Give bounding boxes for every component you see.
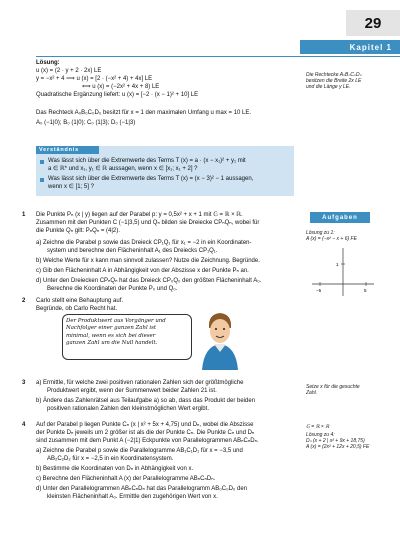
task-text: a) Ermittle, für welche zwei positiven rationalen Zahlen sich der größtmögliche [36,380,244,386]
aufgaben-label: Aufgaben [310,212,370,223]
graph-tick-label: 5 [364,288,367,293]
task-text: Carlo stellt eine Behauptung auf. [36,298,124,304]
task-text: b) Welche Werte für x kann man sinnvoll zulassen? Nutze die Zeichnung. Begründe. [36,258,260,264]
task-text: c) Berechne den Flächeninhalt A (x) der Parallelogramme ABₙCₙDₙ. [36,476,216,482]
task-text: c) Gib den Flächeninhalt A in Abhängigkeit von der Abszisse x der Punkte Pₙ an. [36,268,249,274]
task-number: 4 [22,422,26,428]
task-number: 3 [22,380,26,386]
side-note: A (x) = (−x² − x + 6) FE [306,236,357,242]
task-text: b) Ändere das Zahlenrätsel aus Teilaufgabe a) so ab, dass das Produkt der beiden [36,398,256,404]
task-text: d) Unter den Dreiecken CPₙQₙ hat das Dreieck CP₀Q₀ den größten Flächeninhalt A₀. [36,278,262,284]
bullet-square-icon [40,160,44,164]
graph-tick-label: −5 [316,288,322,293]
task-text: Auf der Parabel p liegen Punkte Cₙ (x | x² + 5x + 4,75) und Dₙ, wobei die Abszisse [36,422,254,428]
task-text: Zusammen mit den Punkten C (−1|3,5) und Qₙ bilden sie Dreiecke CPₙQₙ, wobei für [36,220,260,226]
task-text: d) Unter den Parallelogrammen ABₙCₙDₙ hat das Parallelogramm AB₀C₀D₀ den [36,486,248,492]
page-number: 29 [346,10,400,36]
verstaendnis-question: wenn x ∈ [1; 5] ? [48,184,94,190]
task-text: AB₂C₂D₂ für x = −2,5 in ein Koordinatensystem. [47,456,174,462]
side-note: Dₙ (x + 2 | x² + 9x + 18,75) [306,438,365,444]
solution-line: y = −x² + 4 ⟹ u (x) = [2 · (−x² + 4) + 4x] LE [36,76,153,82]
verstaendnis-question: a ∈ ℝ* und x₁, y₁ ∈ ℝ aussagen, wenn x ∈ [x₁; x₁ + 2] ? [48,166,198,172]
task-text: positiven rationalen Zahlen den kleinstmöglichen Wert ergibt. [47,406,209,412]
task-text: Begründe, ob Carlo Recht hat. [36,306,118,312]
bullet-square-icon [40,178,44,182]
task-number: 1 [22,212,26,218]
speech-bubble-text: Der Produktwert aus Vorgänger und Nachfolger einer ganzen Zahl ist minimal, wenn es sich bei dieser ganzen Zahl um die Null handelt. [66,318,166,347]
side-note: Zahl. [306,390,318,396]
solution-line: ⟺ u (x) = (−2x² + 4x + 8) LE [82,84,160,90]
task-text: a) Zeichne die Parabel p sowie die Parallelogramme AB₁C₁D₁ für x = −3,5 und [36,448,243,454]
side-note: A (x) = (2x² + 12x + 20,5) FE [306,444,370,450]
side-note: 𝔾 = ℝ × ℝ [306,424,330,430]
solution-line: A₀ (−1|0); B₀ (1|0); C₀ (1|3); D₀ (−1|3) [36,120,136,126]
side-note: Die Rechtecke AₙBₙCₙDₙ [306,72,362,78]
solution-line: Das Rechteck A₀B₀C₀D₀ besitzt für x = 1 den maximalen Umfang u max = 10 LE. [36,110,252,116]
task-text: b) Bestimme die Koordinaten von Dₙ in Abhängigkeit von x. [36,466,194,472]
side-note: Lösung zu 1: [306,230,335,236]
side-note: besitzen die Breite 2x LE [306,78,362,84]
task-text: kleinsten Flächeninhalt A₀. Ermittle den zugehörigen Wert von x. [47,494,218,500]
solution-line: u (x) = (2 · y + 2 · 2x) LE [36,68,102,74]
task-text: Berechne die Koordinaten der Punkte P₀ und Q₀. [47,286,178,292]
task-text: der Punkte Dₙ jeweils um 2 größer ist als die der Punkte Cₙ. Die Punkte Cₙ und Dₙ [36,430,255,436]
task-number: 2 [22,298,26,304]
mini-coordinate-graph [308,244,378,300]
graph-tick-label: 1 [336,262,339,267]
task-text: die Punkte Qₙ gilt: PₙQₙ = (4|2). [36,228,120,234]
chapter-banner: Kapitel 1 [300,40,400,54]
boy-illustration [196,308,242,370]
task-text: a) Zeichne die Parabel p sowie das Dreieck CP₁Q₁ für x₁ = −2 in ein Koordinaten- [36,240,252,246]
task-text: Produktwert ergibt, wenn der Summenwert beider Zahlen 21 ist. [47,388,217,394]
verstaendnis-question: Was lässt sich über die Extremwerte des Terms T (x) = (x − 3)² − 1 aussagen, [48,176,254,182]
side-note: und die Länge y LE. [306,84,351,90]
solution-line: Quadratische Ergänzung liefert: u (x) = [−2 · (x − 1)² + 10] LE [36,92,199,98]
task-text: Die Punkte Pₙ (x | y) liegen auf der Parabel p: y = 0,5x² + x + 1 mit 𝔾 = ℝ × ℝ. [36,212,243,218]
side-note: Lösung zu 4: [306,432,335,438]
side-note: Setze x für die gesuchte [306,384,360,390]
verstaendnis-question: Was lässt sich über die Extremwerte des Terms T (x) = a · (x − x₁)² + y₁ mit [48,158,246,164]
header-rule [36,56,400,57]
task-text: system und berechne den Flächeninhalt A₁ des Dreiecks CP₁Q₁. [47,248,218,254]
solution-label: Lösung: [36,60,60,66]
verstaendnis-title: Verständnis [36,146,99,154]
task-text: sind zusammen mit dem Punkt A (−2|1) Eckpunkte von Parallelogrammen ABₙCₙDₙ. [36,438,259,444]
